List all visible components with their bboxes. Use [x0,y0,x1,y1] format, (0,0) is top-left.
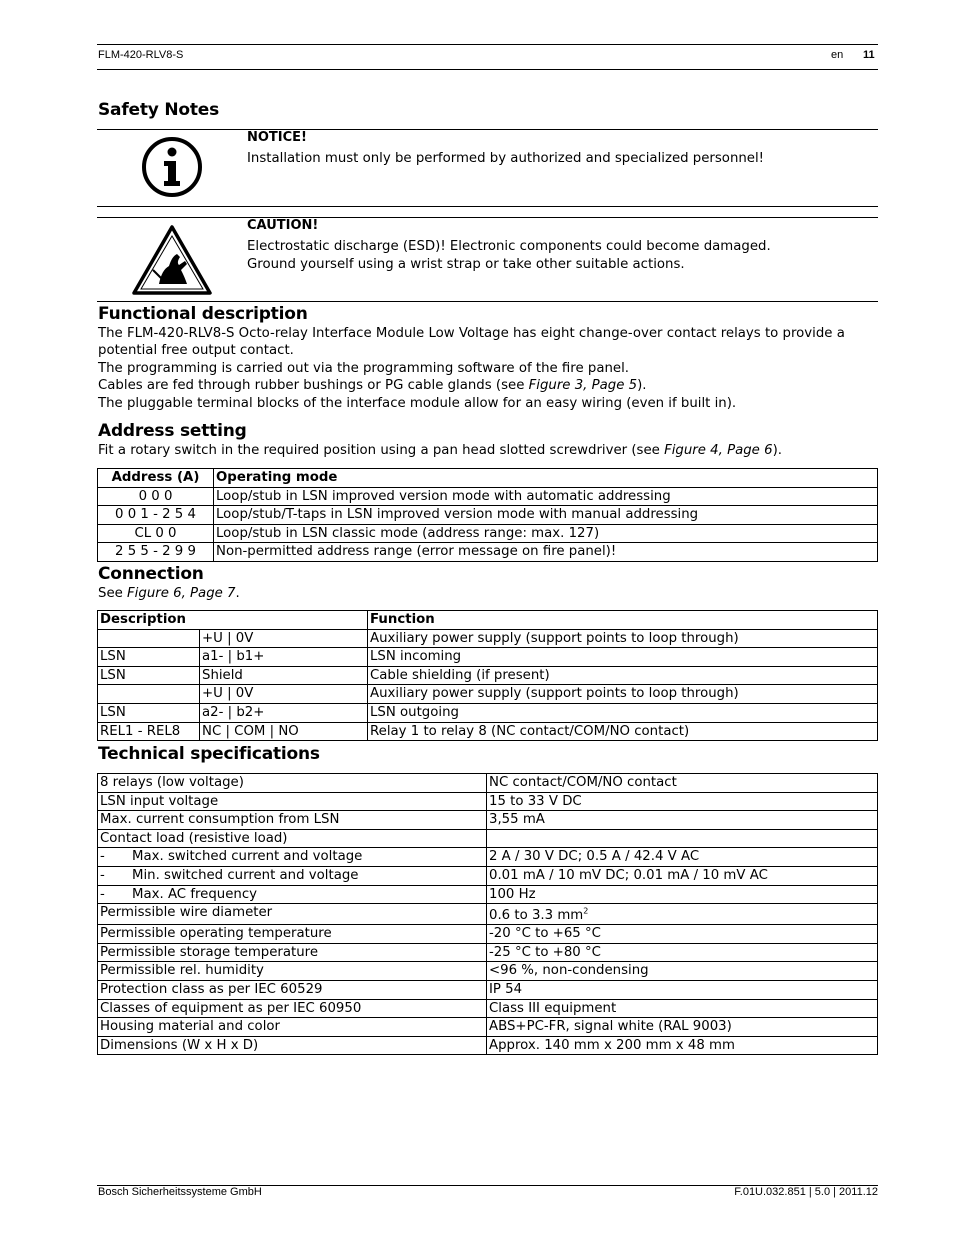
spec-value: -20 °C to +65 °C [487,925,878,944]
terminal-group-cell [98,685,200,704]
table-row [98,792,878,811]
address-cell: 0 0 1 - 2 5 4 [98,506,214,525]
spec-name: Permissible rel. humidity [98,962,487,981]
mode-cell: Loop/stub in LSN classic mode (address range: max. 127) [214,524,878,543]
functional-line-4-end: ). [637,378,647,394]
spec-name: Permissible operating temperature [98,925,487,944]
functional-line-2: potential free output contact. [98,343,294,359]
table-row [98,629,878,648]
terminal-cell: NC | COM | NO [200,722,368,741]
table-row [98,487,878,506]
terminal-group-cell [98,629,200,648]
table-row [98,811,878,830]
caution-label: CAUTION! [247,218,319,233]
bullet-dash: - [100,849,105,865]
table-row [98,943,878,962]
spec-name: Contact load (resistive load) [98,829,487,848]
description-col-header: Description [98,611,368,630]
table-row [98,829,878,848]
header-page-number: 11 [863,49,875,61]
spec-value: IP 54 [487,980,878,999]
spec-value [487,904,878,925]
header-top-rule [97,44,878,45]
spec-name [98,866,487,885]
table-row [98,999,878,1018]
table-row [98,543,878,562]
spec-value [487,829,878,848]
notice-top-rule [97,129,878,130]
spec-value: Approx. 140 mm x 200 mm x 48 mm [487,1036,878,1055]
terminal-group-cell: LSN [98,703,200,722]
spec-value: ABS+PC-FR, signal white (RAL 9003) [487,1018,878,1037]
spec-name: Housing material and color [98,1018,487,1037]
info-icon [141,136,203,198]
table-row [98,524,878,543]
table-row [98,925,878,944]
section-title-safety: Safety Notes [98,100,220,120]
mode-col-header: Operating mode [214,469,878,488]
spec-name-text: Min. switched current and voltage [132,867,359,883]
address-cell: 0 0 0 [98,487,214,506]
terminal-cell: Shield [200,666,368,685]
function-cell: Auxiliary power supply (support points to loop through) [368,629,878,648]
terminal-cell: +U | 0V [200,629,368,648]
address-intro [98,442,888,459]
spec-name: LSN input voltage [98,792,487,811]
header-model: FLM-420-RLV8-S [98,49,184,61]
address-table [97,468,878,562]
section-title-address: Address setting [98,421,247,441]
connection-table [97,610,878,741]
terminal-cell: a2- | b2+ [200,703,368,722]
spec-value: 0.01 mA / 10 mV DC; 0.01 mA / 10 mV AC [487,866,878,885]
table-row [98,722,878,741]
function-cell: LSN outgoing [368,703,878,722]
spec-name: Protection class as per IEC 60529 [98,980,487,999]
address-col-header: Address (A) [98,469,214,488]
connection-see [98,585,888,602]
bullet-dash: - [100,867,105,883]
address-cell: CL 0 0 [98,524,214,543]
footer-company: Bosch Sicherheitssysteme GmbH [98,1186,262,1198]
functional-line-1: The FLM-420-RLV8-S Octo-relay Interface Module Low Voltage has eight change-over contact relays to provide a [98,326,845,341]
footer-document-reference: F.01U.032.851 | 5.0 | 2011.12 [734,1186,878,1198]
notice-label: NOTICE! [247,130,307,145]
spec-value: NC contact/COM/NO contact [487,774,878,793]
bullet-dash: - [100,886,105,902]
function-col-header: Function [368,611,878,630]
function-cell: Auxiliary power supply (support points to loop through) [368,685,878,704]
address-cell: 2 5 5 - 2 9 9 [98,543,214,562]
table-row [98,703,878,722]
spec-name: Max. current consumption from LSN [98,811,487,830]
spec-name: Dimensions (W x H x D) [98,1036,487,1055]
terminal-cell: +U | 0V [200,685,368,704]
terminal-cell: a1- | b1+ [200,648,368,667]
address-table-header [98,469,878,488]
function-cell: Cable shielding (if present) [368,666,878,685]
table-row [98,885,878,904]
caution-text-line2: Ground yourself using a wrist strap or take other suitable actions. [247,257,685,272]
spec-name-text: Max. AC frequency [132,886,258,902]
section-title-functional: Functional description [98,304,308,324]
address-intro-line [98,442,888,459]
spec-name: Permissible storage temperature [98,943,487,962]
table-row [98,1018,878,1037]
terminal-group-cell: LSN [98,648,200,667]
header-bottom-rule [97,69,878,70]
table-row [98,848,878,867]
functional-line-5: The pluggable terminal blocks of the interface module allow for an easy wiring (even if built in). [98,395,737,411]
figure-4-reference[interactable]: Figure 4, Page 6 [664,443,773,458]
function-cell: Relay 1 to relay 8 (NC contact/COM/NO contact) [368,722,878,741]
table-row [98,648,878,667]
notice-bottom-rule [97,206,878,207]
table-row [98,962,878,981]
superscript: 2 [583,906,589,916]
mode-cell: Non-permitted address range (error message on fire panel)! [214,543,878,562]
connection-table-header [98,611,878,630]
spec-name-text: Max. switched current and voltage [132,849,363,865]
table-row [98,666,878,685]
tech-spec-table [97,773,878,1055]
connection-see-end: . [235,586,240,601]
spec-name: Permissible wire diameter [98,904,487,925]
header-lang: en [831,49,844,61]
spec-name [98,885,487,904]
function-cell: LSN incoming [368,648,878,667]
table-row [98,866,878,885]
functional-body [98,325,888,412]
spec-name: 8 relays (low voltage) [98,774,487,793]
spec-value: 100 Hz [487,885,878,904]
table-row [98,506,878,525]
figure-6-reference[interactable]: Figure 6, Page 7 [127,586,236,601]
spec-value: 3,55 mA [487,811,878,830]
spec-value: -25 °C to +80 °C [487,943,878,962]
table-row [98,685,878,704]
caution-text-line1: Electrostatic discharge (ESD)! Electronic components could become damaged. [247,239,771,254]
spec-value: 2 A / 30 V DC; 0.5 A / 42.4 V AC [487,848,878,867]
spec-value-text: 0.6 to 3.3 mm [489,908,584,924]
notice-text: Installation must only be performed by authorized and specialized personnel! [247,151,765,166]
connection-see-text: See [98,586,128,601]
functional-line-3: The programming is carried out via the programming software of the fire panel. [98,360,629,376]
esd-warning-icon [131,224,213,296]
functional-line-4 [98,377,888,394]
spec-name [98,848,487,867]
spec-value: Class III equipment [487,999,878,1018]
figure-3-reference[interactable]: Figure 3, Page 5 [528,378,638,394]
terminal-group-cell: LSN [98,666,200,685]
caution-top-rule [97,217,878,218]
connection-see-line [98,585,888,602]
table-row [98,774,878,793]
caution-bottom-rule [97,301,878,302]
table-row [98,980,878,999]
spec-value: 15 to 33 V DC [487,792,878,811]
mode-cell: Loop/stub in LSN improved version mode with automatic addressing [214,487,878,506]
spec-name: Classes of equipment as per IEC 60950 [98,999,487,1018]
functional-line-4-text: Cables are fed through rubber bushings or PG cable glands (see [98,378,529,394]
table-row [98,904,878,925]
section-title-connection: Connection [98,564,204,584]
section-title-tech: Technical specifications [98,744,320,764]
mode-cell: Loop/stub/T-taps in LSN improved version mode with manual addressing [214,506,878,525]
terminal-group-cell: REL1 - REL8 [98,722,200,741]
spec-value: <96 %, non-condensing [487,962,878,981]
table-row [98,1036,878,1055]
address-intro-end: ). [772,443,782,458]
address-intro-text: Fit a rotary switch in the required position using a pan head slotted screwdriver (see [98,443,665,458]
